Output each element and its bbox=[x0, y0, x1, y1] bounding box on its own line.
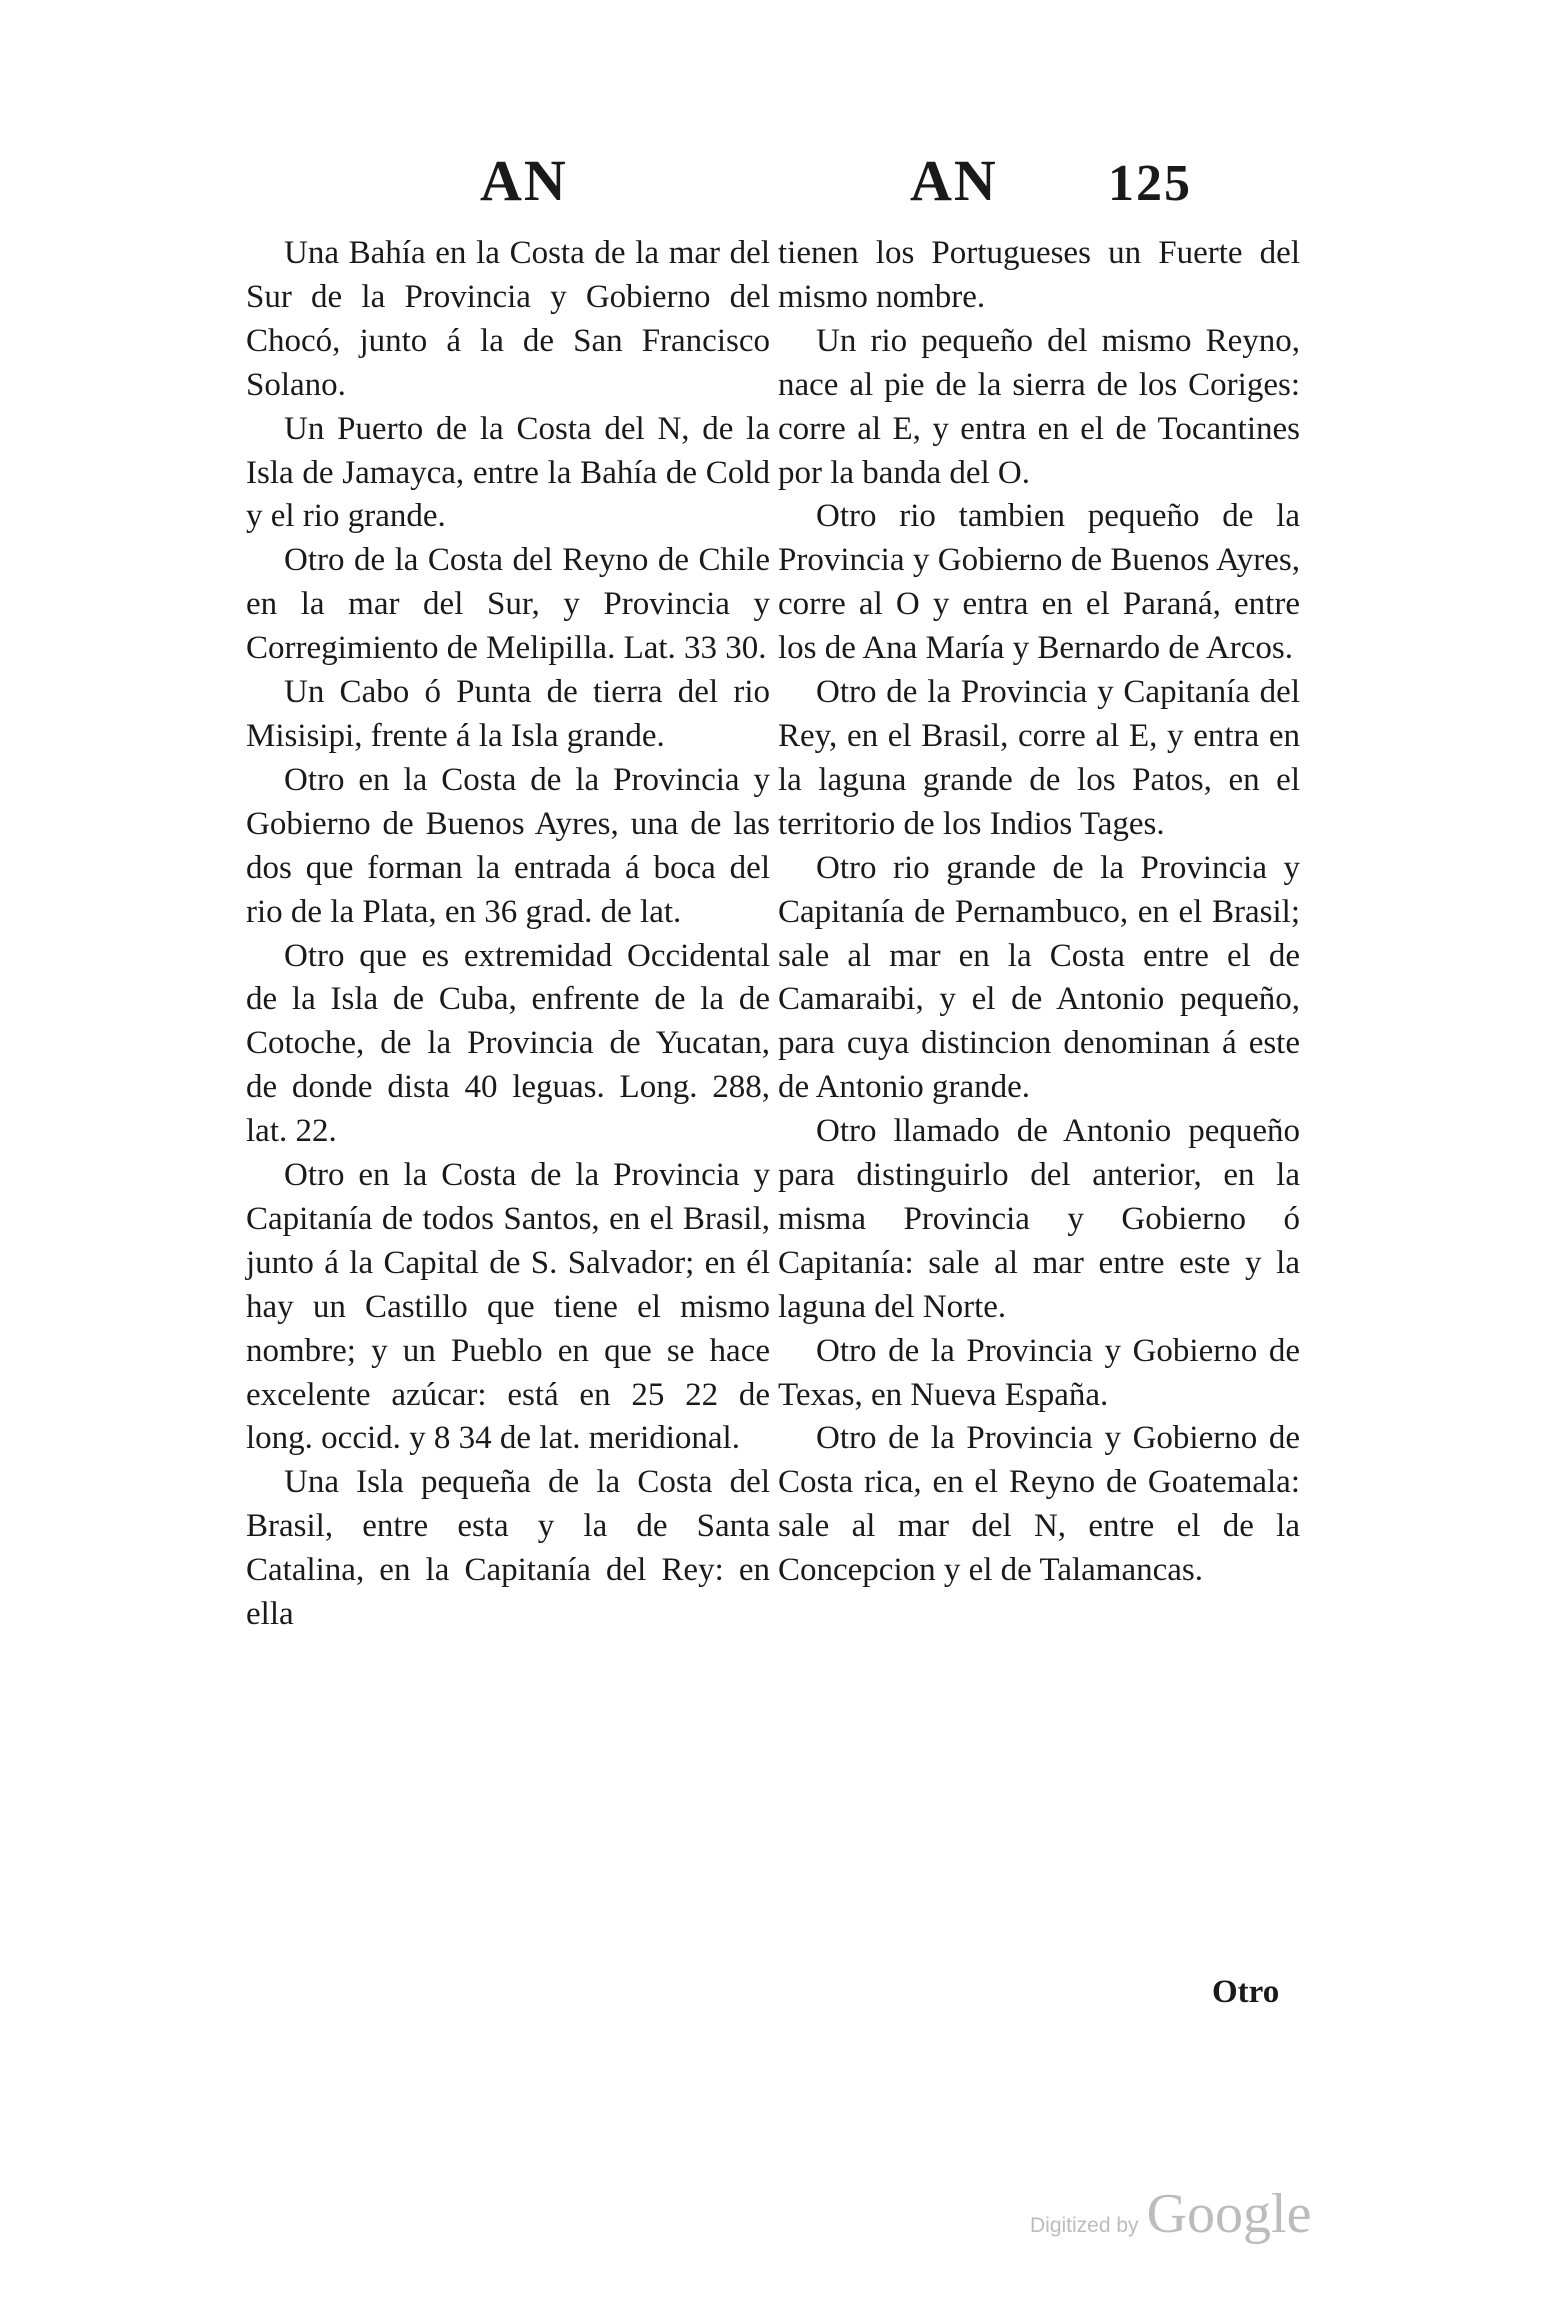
dictionary-entry: Un Puerto de la Costa del N, de la Isla de Jamayca, entre la Bahía de Cold y el rio grande. bbox=[246, 410, 770, 535]
running-head-left: AN bbox=[480, 148, 568, 213]
digitization-watermark bbox=[1030, 2183, 1312, 2245]
page-number: 125 bbox=[1108, 155, 1192, 212]
dictionary-entry: Otro rio tambien pequeño de la Provincia y Gobierno de Buenos Ayres, corre al O y entra en el Paraná, entre los de Ana María y Bernardo de Arcos. bbox=[778, 498, 1300, 667]
running-head-right: AN bbox=[910, 148, 998, 213]
google-logo: Google bbox=[1146, 2183, 1312, 2245]
right-column bbox=[778, 232, 1300, 1593]
dictionary-entry: Otro de la Costa del Reyno de Chile en la mar del Sur, y Provincia y Corregimiento de Melipilla. Lat. 33 30. bbox=[246, 542, 770, 667]
left-column bbox=[246, 232, 770, 1637]
dictionary-entry-continuation: tienen los Portugueses un Fuerte del mismo nombre. bbox=[778, 235, 1300, 315]
watermark-prefix: Digitized by bbox=[1030, 2214, 1139, 2237]
dictionary-entry: Otro en la Costa de la Provincia y Gobierno de Buenos Ayres, una de las dos que forman la entrada á boca del rio de la Plata, en 36 grad. de lat. bbox=[246, 761, 770, 930]
catchword: Otro bbox=[1212, 1974, 1280, 2010]
dictionary-entry: Otro en la Costa de la Provincia y Capitanía de todos Santos, en el Brasil, junto á la Capital de S. Salvador; en él hay un Castillo que tiene el mismo nombre; y un Pueblo en que se hace excelente azúcar: está en 25 22 de long. occid. y 8 34 de lat. meridional. bbox=[246, 1157, 770, 1457]
dictionary-entry: Otro de la Provincia y Gobierno de Costa rica, en el Reyno de Goatemala: sale al mar del N, entre el de la Concepcion y el de Talamancas. bbox=[778, 1420, 1300, 1589]
dictionary-entry: Otro que es extremidad Occidental de la Isla de Cuba, enfrente de la de Cotoche, de la Provincia de Yucatan, de donde dista 40 leguas. Long. 288, lat. 22. bbox=[246, 937, 770, 1150]
dictionary-entry: Otro llamado de Antonio pequeño para distinguirlo del anterior, en la misma Provincia y Gobierno ó Capitanía: sale al mar entre este y la laguna del Norte. bbox=[778, 1113, 1300, 1325]
dictionary-entry: Una Bahía en la Costa de la mar del Sur de la Provincia y Gobierno del Chocó, junto á la de San Francisco Solano. bbox=[246, 235, 770, 403]
dictionary-entry: Un rio pequeño del mismo Reyno, nace al pie de la sierra de los Coriges: corre al E, y entra en el de Tocantines por la banda del O. bbox=[778, 322, 1300, 491]
dictionary-entry: Otro de la Provincia y Capitanía del Rey, en el Brasil, corre al E, y entra en la laguna grande de los Patos, en el territorio de los Indios Tages. bbox=[778, 674, 1300, 842]
dictionary-entry: Otro de la Provincia y Gobierno de Texas, en Nueva España. bbox=[778, 1332, 1300, 1413]
dictionary-entry: Un Cabo ó Punta de tierra del rio Misisipi, frente á la Isla grande. bbox=[246, 674, 770, 754]
dictionary-entry: Una Isla pequeña de la Costa del Brasil, entre esta y la de Santa Catalina, en la Capitanía del Rey: en ella bbox=[246, 1464, 770, 1633]
dictionary-entry: Otro rio grande de la Provincia y Capitanía de Pernambuco, en el Brasil; sale al mar en la Costa entre el de Camaraibi, y el de Antonio pequeño, para cuya distincion denominan á este de Antonio grande. bbox=[778, 849, 1300, 1106]
